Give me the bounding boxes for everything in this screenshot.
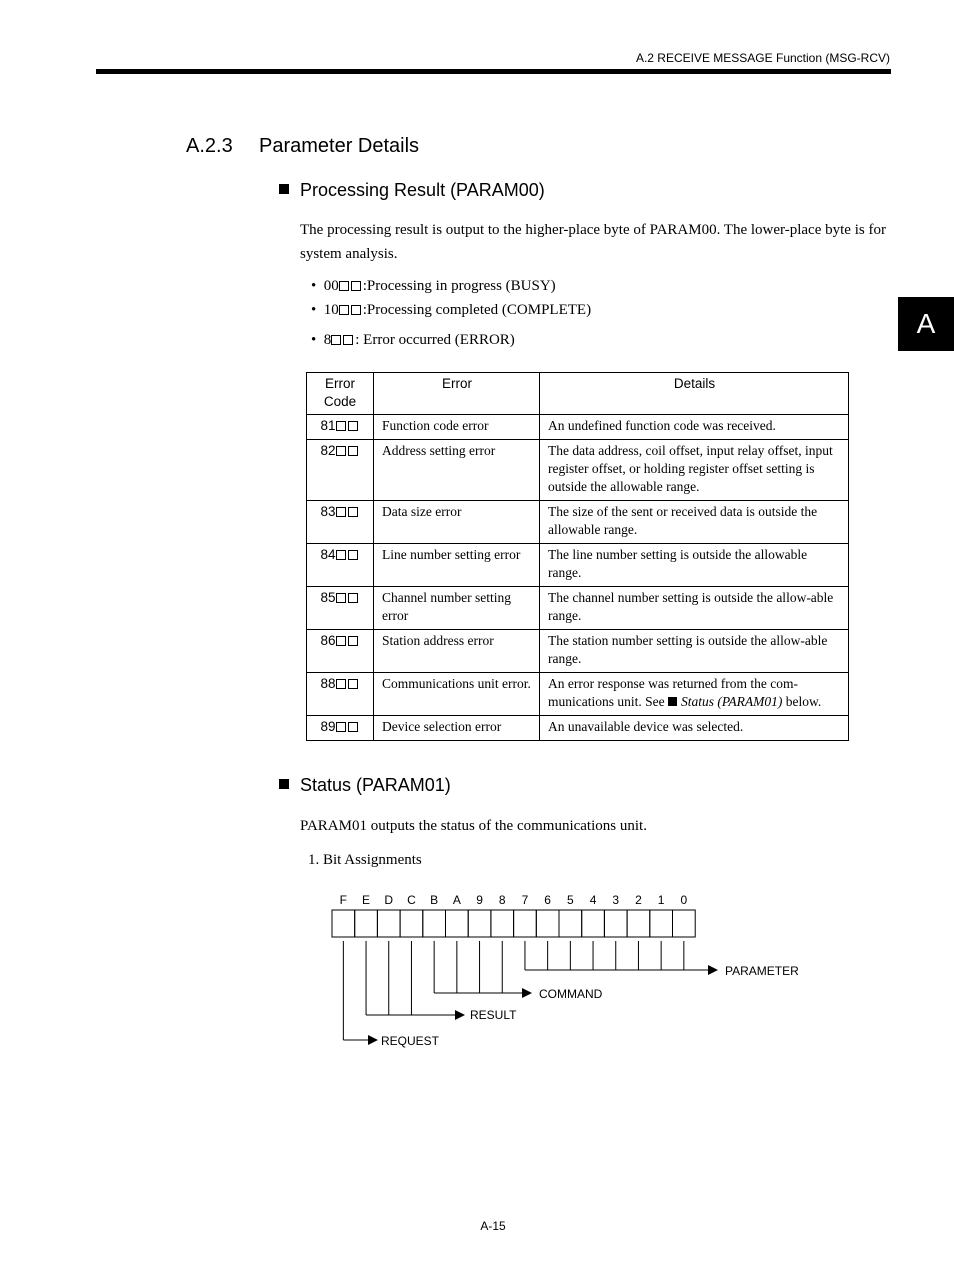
column-header-error: Error	[374, 373, 540, 415]
bit-label: D	[384, 893, 394, 907]
bit-cell	[582, 910, 605, 937]
bit-cell	[536, 910, 559, 937]
error-name-cell: Communications unit error.	[374, 673, 540, 716]
error-name-cell: Data size error	[374, 501, 540, 544]
bullet-text: :Processing in progress (BUSY)	[362, 278, 556, 294]
bit-label: 0	[680, 893, 688, 907]
bit-label: 8	[498, 893, 506, 907]
error-details-cell: The line number setting is outside the allowable range.	[540, 544, 849, 587]
error-name-cell: Device selection error	[374, 716, 540, 741]
command-arrow-icon	[522, 988, 532, 998]
section-title: Parameter Details	[259, 135, 420, 157]
bullet-prefix: 8	[323, 332, 332, 348]
section-number: A.2.3	[186, 135, 233, 157]
running-header: A.2 RECEIVE MESSAGE Function (MSG-RCV)	[635, 51, 890, 65]
bit-label: 9	[476, 893, 483, 907]
bit-label: 4	[589, 893, 597, 907]
bit-cell	[604, 910, 627, 937]
result-group-label: RESULT	[470, 1008, 517, 1022]
error-code-cell: 81	[307, 415, 374, 440]
bit-cell	[673, 910, 696, 937]
bit-label: 1	[657, 893, 665, 907]
bit-cell	[355, 910, 378, 937]
cross-reference: Status (PARAM01)	[680, 694, 783, 709]
error-code-cell: 83	[307, 501, 374, 544]
bullet-item: • 00 :Processing in progress (BUSY)	[311, 278, 556, 294]
bit-label: 3	[612, 893, 620, 907]
command-group-label: COMMAND	[539, 987, 603, 1001]
error-name-cell: Address setting error	[374, 440, 540, 501]
error-code-cell: 89	[307, 716, 374, 741]
status-intro: PARAM01 outputs the status of the communications unit.	[300, 818, 647, 834]
bit-assignments-item: 1. Bit Assignments	[308, 852, 422, 868]
error-details-cell: The size of the sent or received data is outside the allowable range.	[540, 501, 849, 544]
bullet-text: :Processing completed (COMPLETE)	[362, 302, 592, 318]
error-details-cell: The station number setting is outside the allow-able range.	[540, 630, 849, 673]
error-code-cell: 84	[307, 544, 374, 587]
error-code-cell: 82	[307, 440, 374, 501]
appendix-tab: A	[898, 297, 954, 351]
column-header-details: Details	[540, 373, 849, 415]
page-number: A-15	[480, 1219, 506, 1233]
bit-cell	[377, 910, 400, 937]
request-group-label: REQUEST	[381, 1034, 440, 1048]
bit-cell	[627, 910, 650, 937]
error-code-cell: 88	[307, 673, 374, 716]
processing-result-title: Processing Result (PARAM00)	[300, 180, 545, 200]
request-arrow-icon	[368, 1035, 378, 1045]
error-details-cell: An unavailable device was selected.	[540, 716, 849, 741]
bit-label: 2	[635, 893, 642, 907]
bit-label: 7	[521, 893, 529, 907]
processing-result-intro: The processing result is output to the higher-place byte of PARAM00. The lower-place byte is for system analysis.	[300, 222, 886, 262]
bit-cell	[400, 910, 423, 937]
error-code-cell: 85	[307, 587, 374, 630]
bit-label: A	[452, 893, 461, 907]
bit-cell	[468, 910, 491, 937]
status-title: Status (PARAM01)	[300, 775, 451, 795]
result-arrow-icon	[455, 1010, 465, 1020]
error-name-cell: Channel number setting error	[374, 587, 540, 630]
error-details-cell: An error response was returned from the com-munications unit. See Status (PARAM01) below.	[540, 673, 849, 716]
bullet-prefix: 00	[323, 278, 339, 294]
column-header-error-code: Error Code	[307, 373, 374, 415]
error-name-cell: Line number setting error	[374, 544, 540, 587]
bit-cell	[491, 910, 514, 937]
error-code-cell: 86	[307, 630, 374, 673]
bit-cell	[332, 910, 355, 937]
bullet-item: • 10 :Processing completed (COMPLETE)	[311, 302, 592, 318]
bit-cell	[559, 910, 582, 937]
error-details-cell: The data address, coil offset, input relay offset, input register offset, or holding register offset setting is outside the allowable range.	[540, 440, 849, 501]
error-name-cell: Station address error	[374, 630, 540, 673]
bit-cell	[514, 910, 537, 937]
bit-label: 6	[544, 893, 551, 907]
bullet-item: • 8 : Error occurred (ERROR)	[311, 332, 515, 348]
bullet-prefix: 10	[323, 302, 339, 318]
parameter-arrow-icon	[708, 965, 718, 975]
bit-label: E	[362, 893, 371, 907]
bit-cell	[650, 910, 673, 937]
bit-label: F	[339, 893, 348, 907]
bit-label: B	[430, 893, 439, 907]
bit-cell	[423, 910, 446, 937]
bit-cell	[446, 910, 469, 937]
error-details-cell: An undefined function code was received.	[540, 415, 849, 440]
bit-label: 5	[567, 893, 574, 907]
parameter-group-label: PARAMETER	[725, 964, 799, 978]
bullet-text: : Error occurred (ERROR)	[355, 332, 515, 348]
bit-label: C	[407, 893, 416, 907]
error-details-cell: The channel number setting is outside the allow-able range.	[540, 587, 849, 630]
error-name-cell: Function code error	[374, 415, 540, 440]
